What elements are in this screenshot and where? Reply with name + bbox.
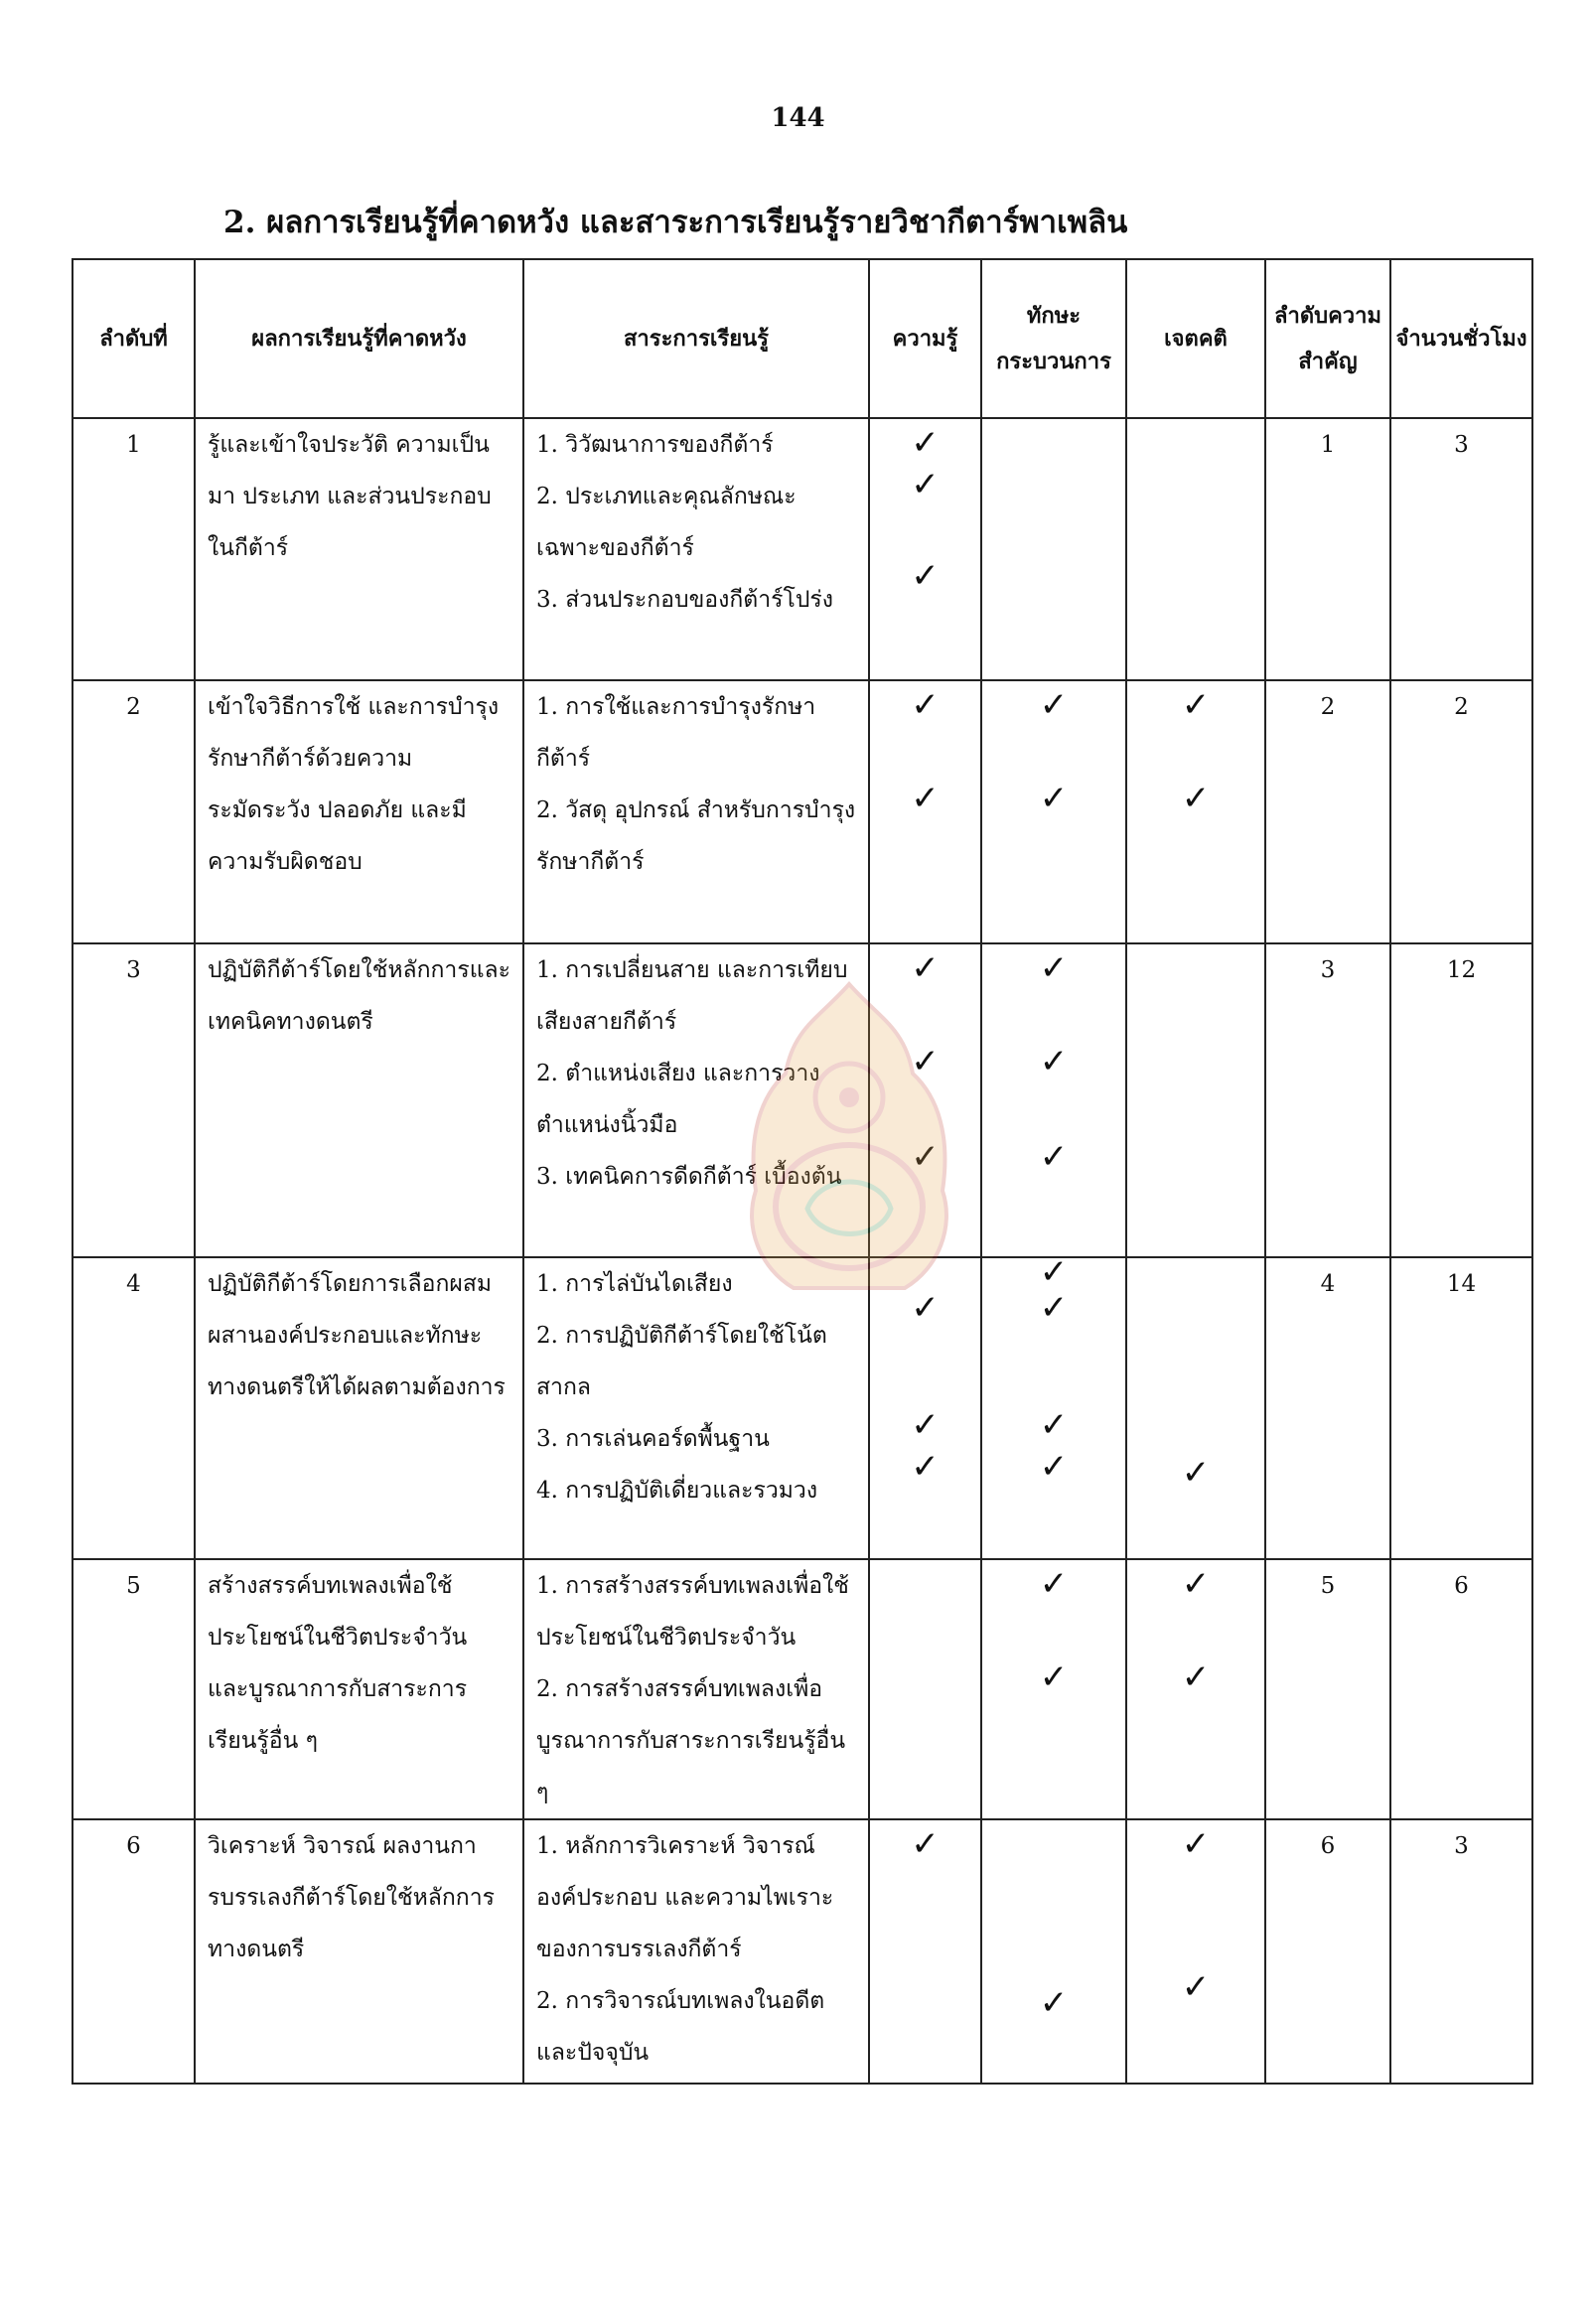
row-content: [523, 680, 869, 943]
attitude-cell: [1126, 1559, 1265, 1819]
row-outcome: รู้และเข้าใจประวัติ ความเป็นมา ประเภท และส่วนประกอบในกีต้าร์: [195, 418, 523, 680]
content-item: 2. การปฏิบัติกีต้าร์โดยใช้โน้ตสากล: [536, 1323, 827, 1400]
attitude-cell: [1126, 1257, 1265, 1559]
check-icon: ✓: [1181, 1453, 1211, 1493]
row-order: 6: [73, 1819, 195, 2084]
check-icon: ✓: [1039, 1042, 1069, 1081]
content-item: 2. การวิจารณ์บทเพลงในอดีตและปัจจุบัน: [536, 1988, 825, 2066]
check-icon: ✓: [1181, 1824, 1211, 1864]
row-order: 4: [73, 1257, 195, 1559]
process-skill-cell: [981, 418, 1126, 680]
check-icon: ✓: [911, 1137, 940, 1177]
header-hours: จำนวนชั่วโมง: [1390, 259, 1532, 418]
row-order: 1: [73, 418, 195, 680]
row-hours: 3: [1390, 1819, 1532, 2084]
content-item: 1. หลักการวิเคราะห์ วิจารณ์ องค์ประกอบ และความไพเราะของการบรรเลงกีต้าร์: [536, 1833, 834, 1962]
table-row: [73, 418, 1532, 680]
learning-outcomes-table: [72, 258, 1533, 2085]
row-order: 2: [73, 680, 195, 943]
check-icon: ✓: [911, 685, 940, 725]
row-hours: 6: [1390, 1559, 1532, 1819]
check-icon: ✓: [911, 465, 940, 504]
page-number: 144: [771, 103, 825, 133]
row-importance: 2: [1265, 680, 1390, 943]
check-icon: ✓: [1039, 1257, 1069, 1292]
row-importance: 3: [1265, 943, 1390, 1257]
header-outcome: ผลการเรียนรู้ที่คาดหวัง: [195, 259, 523, 418]
knowledge-cell: [869, 1819, 981, 2084]
header-importance: ลำดับความสำคัญ: [1265, 259, 1390, 418]
knowledge-cell: [869, 418, 981, 680]
row-outcome: ปฏิบัติกีต้าร์โดยการเลือกผสมผสานองค์ประกอบและทักษะทางดนตรีให้ได้ผลตามต้องการ: [195, 1257, 523, 1559]
check-icon: ✓: [1181, 685, 1211, 725]
row-content: [523, 1819, 869, 2084]
knowledge-cell: [869, 680, 981, 943]
check-icon: ✓: [1039, 685, 1069, 725]
check-icon: ✓: [911, 948, 940, 988]
check-icon: ✓: [911, 1288, 940, 1328]
knowledge-cell: [869, 1559, 981, 1819]
row-order: 5: [73, 1559, 195, 1819]
content-item: 3. เทคนิคการดีดกีต้าร์ เบื้องต้น: [536, 1164, 842, 1190]
content-item: 4. การปฏิบัติเดี่ยวและรวมวง: [536, 1478, 818, 1504]
process-skill-cell: [981, 943, 1126, 1257]
check-icon: ✓: [1039, 1447, 1069, 1487]
check-icon: ✓: [911, 779, 940, 818]
header-attitude: เจตคติ: [1126, 259, 1265, 418]
table-row: [73, 680, 1532, 943]
attitude-cell: [1126, 943, 1265, 1257]
content-item: 1. การใช้และการบำรุงรักษากีต้าร์: [536, 694, 816, 772]
knowledge-cell: [869, 943, 981, 1257]
check-icon: ✓: [1039, 948, 1069, 988]
content-item: 3. ส่วนประกอบของกีต้าร์โปร่ง: [536, 587, 834, 613]
content-item: 1. การเปลี่ยนสาย และการเทียบเสียงสายกีต้าร์: [536, 957, 848, 1035]
process-skill-cell: [981, 1819, 1126, 2084]
row-importance: 6: [1265, 1819, 1390, 2084]
knowledge-cell: [869, 1257, 981, 1559]
check-icon: ✓: [1039, 1564, 1069, 1604]
attitude-cell: [1126, 418, 1265, 680]
process-skill-cell: [981, 1257, 1126, 1559]
row-outcome: วิเคราะห์ วิจารณ์ ผลงานการบรรเลงกีต้าร์โดยใช้หลักการทางดนตรี: [195, 1819, 523, 2084]
check-icon: ✓: [1181, 1967, 1211, 2007]
row-hours: 3: [1390, 418, 1532, 680]
check-icon: ✓: [911, 1824, 940, 1864]
check-icon: ✓: [911, 1042, 940, 1081]
content-item: 2. ตำแหน่งเสียง และการวางตำแหน่งนิ้วมือ: [536, 1061, 820, 1138]
row-outcome: สร้างสรรค์บทเพลงเพื่อใช้ประโยชน์ในชีวิตประจำวัน และบูรณาการกับสาระการเรียนรู้อื่น ๆ: [195, 1559, 523, 1819]
header-row: [73, 259, 1532, 418]
content-item: 2. ประเภทและคุณลักษณะเฉพาะของกีต้าร์: [536, 484, 797, 561]
check-icon: ✓: [1181, 1657, 1211, 1697]
row-hours: 12: [1390, 943, 1532, 1257]
row-importance: 4: [1265, 1257, 1390, 1559]
header-process-skill: ทักษะกระบวนการ: [981, 259, 1126, 418]
check-icon: ✓: [911, 556, 940, 596]
process-skill-cell: [981, 680, 1126, 943]
table-row: [73, 1559, 1532, 1819]
check-icon: ✓: [1181, 1564, 1211, 1604]
process-skill-cell: [981, 1559, 1126, 1819]
table-row: [73, 1819, 1532, 2084]
row-importance: 5: [1265, 1559, 1390, 1819]
row-content: [523, 943, 869, 1257]
header-content: สาระการเรียนรู้: [523, 259, 869, 418]
check-icon: ✓: [1039, 1137, 1069, 1177]
header-knowledge: ความรู้: [869, 259, 981, 418]
check-icon: ✓: [911, 1447, 940, 1487]
check-icon: ✓: [911, 1405, 940, 1445]
check-icon: ✓: [911, 423, 940, 463]
header-order: ลำดับที่: [73, 259, 195, 418]
content-item: 1. การไล่บันไดเสียง: [536, 1271, 733, 1297]
check-icon: ✓: [1039, 779, 1069, 818]
row-content: [523, 418, 869, 680]
content-item: 2. การสร้างสรรค์บทเพลงเพื่อบูรณาการกับสาระการเรียนรู้อื่น ๆ: [536, 1676, 846, 1805]
document-title: 2. ผลการเรียนรู้ที่คาดหวัง และสาระการเรียนรู้รายวิชากีตาร์พาเพลิน: [223, 205, 1128, 240]
attitude-cell: [1126, 680, 1265, 943]
row-importance: 1: [1265, 418, 1390, 680]
check-icon: ✓: [1039, 1288, 1069, 1328]
row-outcome: เข้าใจวิธีการใช้ และการบำรุงรักษากีต้าร์ด้วยความระมัดระวัง ปลอดภัย และมีความรับผิดชอบ: [195, 680, 523, 943]
table-row: [73, 943, 1532, 1257]
check-icon: ✓: [1039, 1983, 1069, 2023]
content-item: 2. วัสดุ อุปกรณ์ สำหรับการบำรุงรักษากีต้าร์: [536, 797, 856, 875]
content-item: 1. การสร้างสรรค์บทเพลงเพื่อใช้ประโยชน์ในชีวิตประจำวัน: [536, 1573, 849, 1651]
attitude-cell: [1126, 1819, 1265, 2084]
row-hours: 14: [1390, 1257, 1532, 1559]
check-icon: ✓: [1181, 779, 1211, 818]
row-outcome: ปฏิบัติกีต้าร์โดยใช้หลักการและเทคนิคทางดนตรี: [195, 943, 523, 1257]
row-hours: 2: [1390, 680, 1532, 943]
table-row: [73, 1257, 1532, 1559]
check-icon: ✓: [1039, 1405, 1069, 1445]
row-content: [523, 1559, 869, 1819]
row-content: [523, 1257, 869, 1559]
check-icon: ✓: [1039, 1657, 1069, 1697]
row-order: 3: [73, 943, 195, 1257]
content-item: 1. วิวัฒนาการของกีต้าร์: [536, 432, 774, 458]
content-item: 3. การเล่นคอร์ดพื้นฐาน: [536, 1426, 770, 1452]
